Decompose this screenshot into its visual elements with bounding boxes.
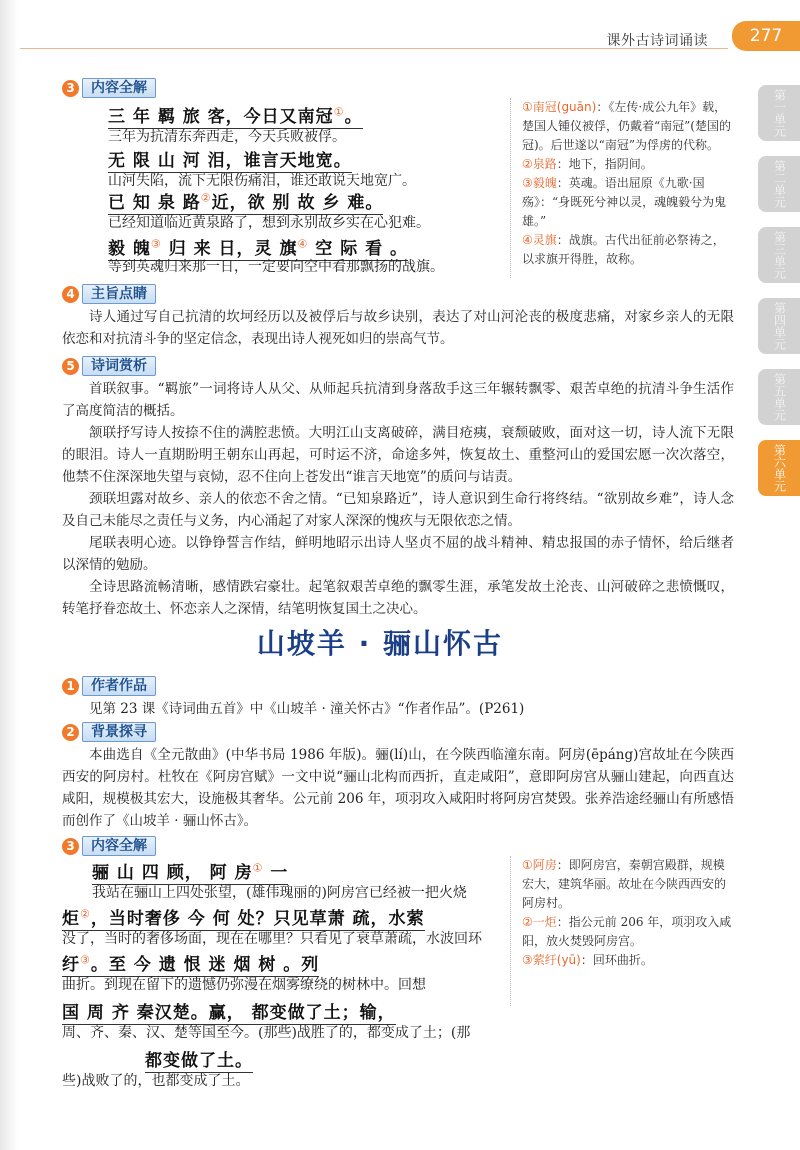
poem-translation-3: 已经知道临近黄泉路了，想到永别故乡实在心犯难。 [108, 215, 430, 231]
unit-tab-4[interactable]: 第四单元 [758, 298, 800, 354]
section-label: 作者作品 [82, 676, 156, 696]
section-label: 主旨点睛 [82, 284, 156, 304]
qu-notes [522, 856, 732, 970]
page-edge-shadow [0, 0, 18, 1150]
qu-translation-1: 我站在骊山上四处张望，(雄伟瑰丽的)阿房宫已经被一把火烧 [92, 885, 467, 901]
section-label: 诗词赏析 [82, 356, 156, 376]
poem-line-1: 三 年 羁 旅 客，今日又南冠①。 [108, 102, 363, 129]
section-heading-content-2 [62, 836, 156, 856]
section-heading-theme [62, 284, 156, 304]
poem-notes [522, 98, 732, 269]
unit-tab-1[interactable]: 第一单元 [758, 85, 800, 141]
qu-line-5: 都变做了土。 [145, 1046, 253, 1073]
qu-translation-3: 曲折。到现在留下的遗憾仍弥漫在烟雾缭绕的树林中。回想 [62, 977, 426, 993]
note-item: ②一炬：指公元前 206 年，项羽攻入咸阳，放火焚毁阿房宫。 [522, 915, 732, 948]
unit-tab-strip [758, 85, 800, 511]
unit-tab-6[interactable]: 第六单元 [758, 440, 800, 496]
note-item: ①南冠(guān)：《左传·成公九年》载，楚国人锺仪被俘，仍戴着“南冠”(楚国的冠)。后世遂以“南冠”为俘虏的代称。 [522, 100, 731, 152]
section-number: 3 [62, 838, 79, 855]
author-paragraph: 见第 23 课《诗词曲五首》中《山坡羊 · 潼关怀古》“作者作品”。(P261) [89, 701, 525, 717]
qu-translation-5: 些)战败了的，也都变成了土。 [62, 1073, 250, 1089]
section-number: 4 [62, 286, 79, 303]
notes-divider-2 [510, 856, 511, 1006]
qu-line-4: 国 周 齐 秦汉楚。赢， 都变做了土；输， [62, 998, 396, 1025]
page-number: 277 [732, 21, 800, 51]
qu-line-3: 纡③。至 今 遗 恨 迷 烟 树 。列 [62, 950, 319, 977]
background-paragraph: 本曲选自《全元散曲》(中华书局 1986 年版)。骊(lí)山，在今陕西临潼东南。阿房(ēpáng)宫故址在今陕西西安的阿房村。杜牧在《阿房宫赋》一文中说“骊山北构而西折，直走咸阳”，意即阿房宫从骊山建起，向西直达咸阳，规模极其宏大，设施极其奢华。公元前 206 年，项羽攻入咸阳时将阿房宫焚毁。张养浩途经骊山有所感悟而创作了《山坡羊 · 骊山怀古》。 [62, 747, 734, 829]
appreciation-paragraph: 颔联抒写诗人按捺不住的满腔悲愤。大明江山支离破碎，满目疮痍，衰颓破败，面对这一切，诗人流下无限的眼泪。诗人一直期盼明王朝东山再起，可时运不济，命途多舛，恢复故土、重整河山的爱国宏愿一次次落空，他禁不住深深地失望与哀恸，忍不住向上苍发出“谁言天地宽”的质问与诘责。 [62, 425, 734, 485]
appreciation-paragraph: 尾联表明心迹。以铮铮誓言作结，鲜明地昭示出诗人坚贞不屈的战斗精神、精忠报国的赤子情怀，给后继者以深情的勉励。 [62, 535, 734, 573]
poem-translation-1: 三年为抗清东奔西走，今天兵败被俘。 [108, 129, 346, 145]
poem-translation-4: 等到英魂归来那一日，一定要向空中看那飘扬的战旗。 [108, 259, 444, 275]
qu-line-1: 骊 山 四 顾， 阿 房① 一 [92, 858, 288, 885]
section-heading-author [62, 676, 156, 696]
qu-line-2: 炬②，当时奢侈 今 何 处？只见草萧 疏，水萦 [62, 904, 425, 931]
note-item: ③萦纡(yū)：回环曲折。 [522, 953, 653, 967]
section-number: 5 [62, 358, 79, 375]
poem-translation-2: 山河失陷，流下无限伤痛泪，谁还敢说天地宽广。 [108, 173, 416, 189]
section-number: 1 [62, 678, 79, 695]
appreciation-paragraph: 全诗思路流畅清晰，感情跌宕豪壮。起笔叙艰苦卓绝的飘零生涯，承笔发故土沦丧、山河破碎之悲愤慨叹，转笔抒眷恋故土、怀恋亲人之深情，结笔明恢复国土之决心。 [62, 579, 734, 617]
section-label: 内容全解 [82, 78, 156, 98]
poem-title: 山坡羊 · 骊山怀古 [256, 627, 504, 660]
theme-paragraph: 诗人通过写自己抗清的坎坷经历以及被俘后与故乡诀别，表达了对山河沦丧的极度悲痛，对家乡亲人的无限依恋和对抗清斗争的坚定信念，表现出诗人视死如归的崇高气节。 [62, 309, 734, 347]
section-heading-appreciation [62, 356, 156, 376]
header-title: 课外古诗词诵读 [606, 33, 708, 49]
section-number: 2 [62, 724, 79, 741]
poem-line-3: 已 知 泉 路②近，欲 别 故 乡 难。 [108, 188, 383, 215]
note-item: ①阿房：即阿房宫，秦朝宫殿群，规模宏大，建筑华丽。故址在今陕西西安的阿房村。 [522, 858, 727, 910]
note-item: ②泉路：地下，指阴间。 [522, 157, 653, 171]
appreciation-paragraph: 颈联坦露对故乡、亲人的依恋不舍之情。“已知泉路近”，诗人意识到生命行将终结。“欲别故乡难”，诗人念及自己未能尽之责任与义务，内心涌起了对家人深深的愧疚与无限依恋之情。 [62, 491, 734, 529]
unit-tab-5[interactable]: 第五单元 [758, 369, 800, 425]
note-item: ④灵旗：战旗。古代出征前必祭祷之，以求旗开得胜，故称。 [522, 233, 725, 266]
poem-line-4: 毅 魄③ 归 来 日，灵 旗④ 空 际 看 。 [108, 234, 408, 261]
qu-translation-4: 周、齐、秦、汉、楚等国至今。(那些)战胜了的，都变成了土；(那 [62, 1025, 471, 1041]
section-label: 内容全解 [82, 836, 156, 856]
unit-tab-2[interactable]: 第二单元 [758, 156, 800, 212]
appreciation-text [62, 378, 734, 620]
section-label: 背景探寻 [82, 722, 156, 742]
section-heading-background [62, 722, 156, 742]
notes-divider [510, 98, 511, 278]
section-number: 3 [62, 80, 79, 97]
qu-translation-2: 没了，当时的奢侈场面，现在在哪里？只看见了衰草萧疏，水波回环 [62, 931, 482, 947]
poem-line-2: 无 限 山 河 泪，谁言天地宽。 [108, 146, 352, 173]
note-item: ③毅魄：英魂。语出屈原《九歌·国殇》：“身既死兮神以灵，魂魄毅兮为鬼雄。” [522, 176, 727, 228]
section-heading-content [62, 78, 156, 98]
unit-tab-3[interactable]: 第三单元 [758, 227, 800, 283]
appreciation-paragraph: 首联叙事。“羁旅”一词将诗人从父、从师起兵抗清到身落敌手这三年辗转飘零、艰苦卓绝的抗清斗争生活作了高度简洁的概括。 [62, 381, 734, 419]
